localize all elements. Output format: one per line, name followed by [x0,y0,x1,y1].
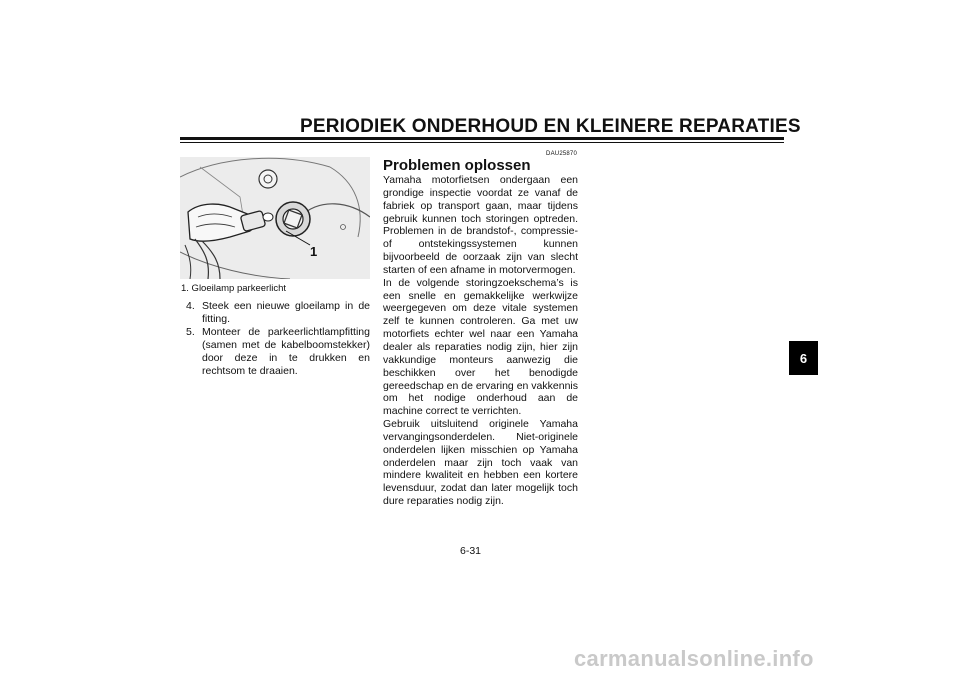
body-paragraph: In de volgende storingzoekschema’s is een snelle en gemakkelijke werkwijze weergegeven om deze vitale systemen zelf te kunnen controleren. Ga met uw motorfiets echter wel naar een Yamaha dealer als reparaties nodig zijn, hier zijn vakkundige monteurs aanwezig die beschikken over het benodigde gereedschap en de ervaring en vakkennis om het nodige onderhoud aan de machine correct te verrichten. [383,276,578,418]
section-body [383,174,578,508]
figure-parking-light-bulb [180,157,370,279]
body-paragraph: Gebruik uitsluitend originele Yamaha vervangingsonderdelen. Niet-originele onderdelen lijken misschien op Yamaha onderdelen maar zijn toch vaak van mindere kwaliteit en hebben een kortere levensduur, zodat dan later mogelijk toch dure reparaties nodig zijn. [383,418,578,508]
bulb-replacement-illustration [180,157,370,279]
figure-callout-number: 1 [310,244,318,259]
page-header-title: PERIODIEK ONDERHOUD EN KLEINERE REPARATIES [300,116,801,137]
document-code: DAU25870 [546,151,577,157]
step-item [186,326,370,378]
step-number: 5. [186,326,195,338]
step-number: 4. [186,300,195,312]
body-paragraph: Yamaha motorfietsen ondergaan een grondige inspectie voordat ze vanaf de fabriek op transport gaan, maar tijdens gebruik kunnen toch storingen optreden. Problemen in de brandstof-, compressie- of ontstekingssystemen kunnen bijvoorbeeld de oorzaak zijn van slecht starten of een afname in motorvermogen. [383,174,578,276]
step-item [186,300,370,326]
section-heading: Problemen oplossen [383,157,531,174]
page-number: 6-31 [460,545,482,557]
step-text: Steek een nieuwe gloeilamp in de fitting. [202,300,370,325]
header-rule-thin [180,142,784,143]
step-text: Monteer de parkeerlichtlampfitting (samen met de kabelboomstekker) door deze in te drukken en rechtsom te draaien. [202,326,370,377]
figure-caption: 1. Gloeilamp parkeerlicht [181,283,287,294]
procedure-steps [186,300,370,378]
watermark-text: carmanualsonline.info [574,646,814,671]
header-rule-thick [180,137,784,140]
chapter-tab: 6 [789,341,818,375]
